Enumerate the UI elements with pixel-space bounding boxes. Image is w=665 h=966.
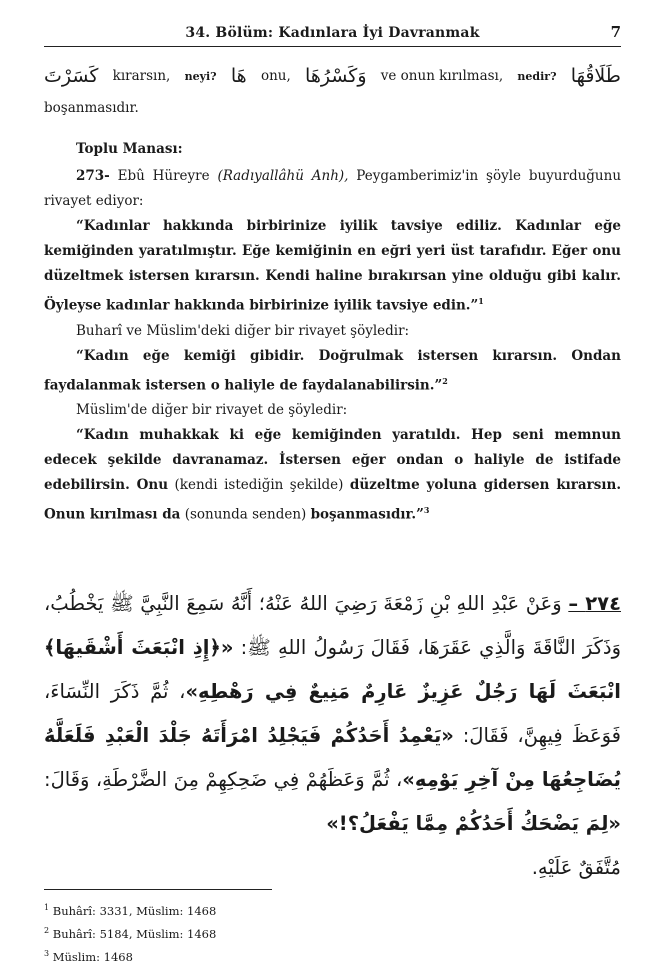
quote-2-text: “Kadın eğe kemiği gibidir. Doğrulmak istersen kırarsın. Ondan faydalanmak istersen o haliyle de faydalanabilirsin.”	[44, 347, 621, 393]
footnote-ref-3: 3	[423, 505, 430, 515]
section-heading: Toplu Manası:	[76, 141, 183, 157]
arabic-text-5: ، ثُمَّ وَعَظَهُمْ فِي ضَحِكِهِمْ مِنَ الضَّرْطَةِ، وَقَالَ:	[44, 768, 403, 791]
quote-3-part-d: (sonunda senden)	[184, 506, 307, 523]
quote-3-part-a: “Kadın muhakkak ki eğe kemiğinden yaratıldı. Hep seni memnun edecek şekilde davranamaz. İstersen eğer ondan o haliyle de istifade edebilirsin. Onu	[44, 427, 621, 493]
label-neyi: neyi?	[184, 69, 217, 83]
narrator-name: Ebû Hüreyre	[117, 168, 210, 184]
footnote-1-text: Buhârî: 3331, Müslim: 1468	[52, 903, 217, 918]
main-text	[44, 56, 621, 528]
footnote-2-text: Buhârî: 5184, Müslim: 1468	[52, 926, 217, 941]
arabic-hadith-274	[44, 582, 621, 890]
arabic-text-4: «يَعْمِدُ أَحَدُكُمْ فَيَجْلِدُ امْرَأَتَهُ جَلْدَ الْعَبْدِ فَلَعَلَّهُ يُضَاجِعُهَا مِنْ آخِرِ يَوْمِهِ»	[44, 724, 622, 791]
quote-1-text: “Kadınlar hakkında birbirinize iyilik tavsiye ediliz. Kadınlar eğe kemiğinden yaratılmıştır. Eğe kemiğinin en eğri yeri üst tarafıdır. Eğer onu düzeltmek istersen kırarsın. Kendi haline bırakırsan yine olduğu gibi kalır. Öyleyse kadınlar hakkında birbirinize iyilik tavsiye edin.”	[44, 218, 621, 314]
arabic-word-ha: هَا	[230, 64, 247, 87]
narrator-honorific: (Radıyallâhü Anh),	[217, 168, 349, 184]
arabic-text-6: «لِمَ يَضْحَكُ أَحَدُكُمْ مِمَّا يَفْعَلُ؟!»	[326, 812, 621, 835]
footnote-1	[44, 898, 216, 921]
riwayah-2-intro: Buharî ve Müslim'deki diğer bir rivayet şöyledir:	[76, 322, 410, 339]
quote-3	[44, 423, 621, 528]
arabic-word-kasruha: وَكَسْرُهَا	[305, 64, 367, 87]
arabic-word-talaquha: طَلَاقُهَا	[570, 64, 621, 87]
chapter-title: 34. Bölüm: Kadınlara İyi Davranmak	[185, 25, 480, 41]
arabic-text-3: ، ثُمَّ ذَكَرَ النِّسَاءَ، فَوَعَظَ فِيهِنَّ، فَقَالَ:	[44, 680, 622, 747]
footnote-2-number: 2	[44, 925, 50, 935]
footnote-3-text: Müslim: 1468	[52, 949, 133, 964]
quote-3-part-c: düzeltme yoluna gidersen kırarsın. Onun kırılması da	[44, 477, 622, 523]
footnote-ref-2: 2	[442, 375, 448, 386]
meaning-kirarsin: kırarsın,	[112, 67, 171, 84]
hadith-273-intro	[44, 164, 621, 214]
footnote-3-number: 3	[44, 948, 50, 958]
meaning-kirilmasi: ve onun kırılması,	[380, 67, 504, 84]
footnote-1-number: 1	[44, 903, 50, 912]
arabic-hadith-number: ٢٧٤ –	[568, 592, 621, 615]
hadith-number: 273-	[76, 168, 110, 184]
arabic-text-7: مُتَّفَقٌ عَلَيْهِ.	[531, 856, 621, 879]
footnote-divider	[44, 889, 272, 890]
quote-1	[44, 214, 621, 319]
quote-2	[44, 344, 621, 399]
footnote-3	[44, 944, 216, 966]
page-header	[44, 20, 621, 47]
arabic-text-2: «﴿إِذِ انْبَعَثَ أَشْقَيهَا﴾ انْبَعَثَ لَهَا رَجُلٌ عَزِيزٌ عَارِمٌ مَنِيعٌ فِي رَهْطِهِ»	[44, 636, 621, 703]
vocab-line-2: boşanmasıdır.	[44, 100, 139, 116]
page-number: 7	[610, 23, 621, 41]
intro-rest: Peygamberimiz'in şöyle buyurduğunu rivayet ediyor:	[44, 168, 622, 209]
riwayah-3-intro: Müslim'de diğer bir rivayet de şöyledir:	[76, 402, 348, 418]
arabic-word-kasarta: كَسَرْتَ	[44, 64, 99, 87]
footnote-ref-1: 1	[478, 296, 484, 306]
quote-3-part-b: (kendi istediğin şekilde)	[174, 477, 344, 493]
arabic-text-1: وَعَنْ عَبْدِ اللهِ بْنِ زَمْعَةَ رَضِيَ اللهُ عَنْهُ؛ أَنَّهُ سَمِعَ النَّبِيَّ ﷺ يَخْطُبُ، وَذَكَرَ النَّاقَةَ وَالَّذِي عَقَرَهَا، فَقَالَ رَسُولُ اللهِ ﷺ:	[44, 592, 621, 659]
quote-3-part-e: boşanmasıdır.”	[310, 506, 424, 523]
footnote-2	[44, 921, 216, 944]
footnotes	[44, 898, 216, 966]
meaning-onu: onu,	[260, 67, 291, 84]
vocab-line	[44, 56, 621, 96]
label-nedir: nedir?	[517, 69, 557, 83]
